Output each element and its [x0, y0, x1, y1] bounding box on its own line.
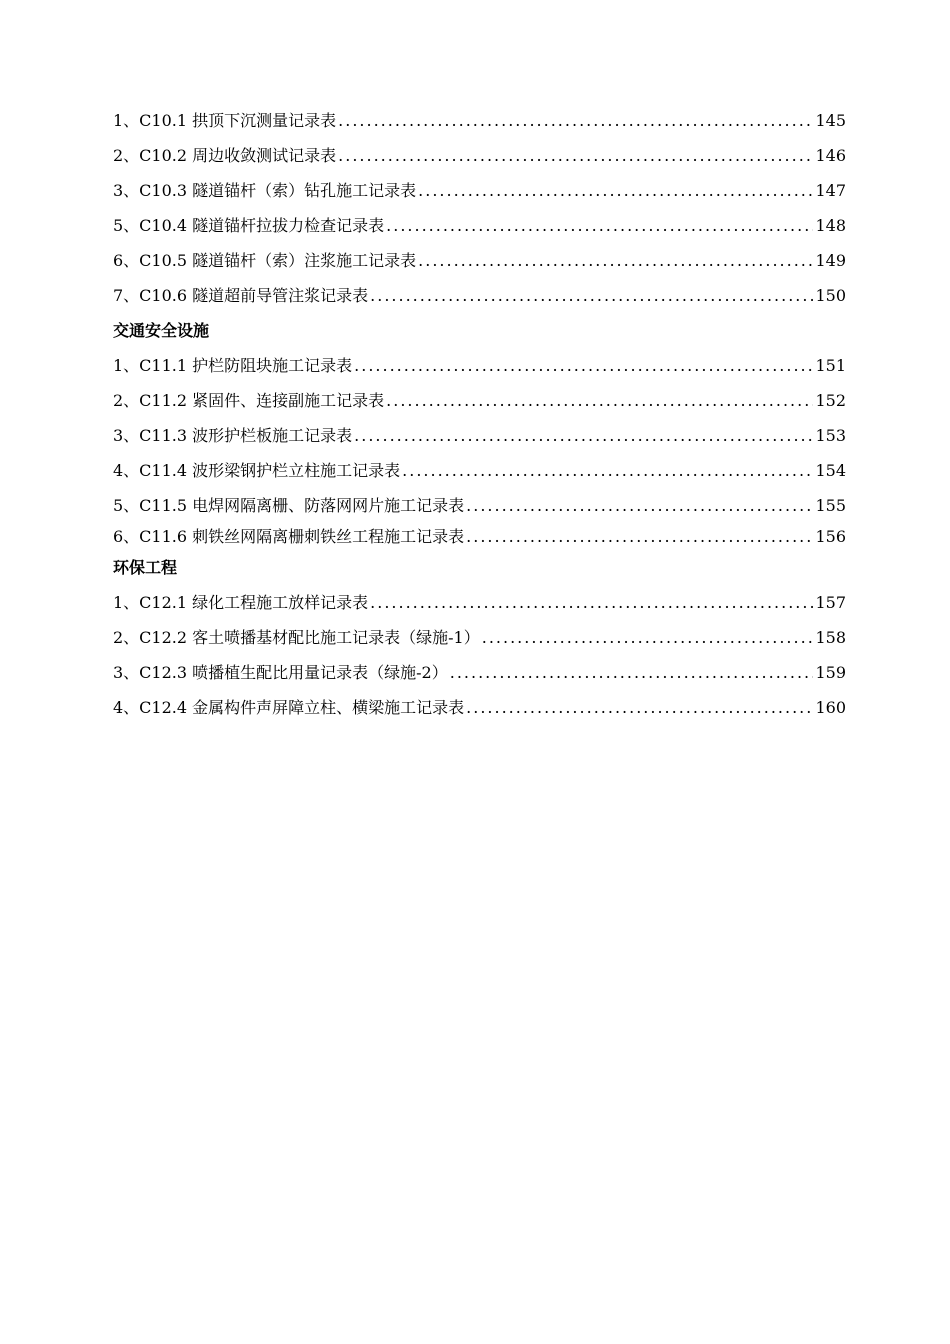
toc-entry-title: 1、C12.1 绿化工程施工放样记录表	[113, 593, 369, 612]
section-heading: 交通安全设施	[113, 321, 210, 340]
toc-dot-leader	[466, 690, 813, 725]
toc-page-number: 145	[815, 111, 846, 130]
toc-entry-title: 4、C11.4 波形梁钢护栏立柱施工记录表	[113, 461, 401, 480]
toc-page-number: 147	[815, 181, 846, 200]
toc-entry[interactable]	[113, 418, 846, 453]
toc-entry[interactable]	[113, 383, 846, 418]
toc-dot-leader	[370, 585, 813, 620]
toc-dot-leader	[418, 243, 813, 278]
toc-entry-title: 1、C11.1 护栏防阻块施工记录表	[113, 356, 353, 375]
toc-dot-leader	[370, 278, 813, 313]
toc-dot-leader	[354, 418, 813, 453]
toc-dot-leader	[482, 620, 814, 655]
toc-dot-leader	[418, 173, 813, 208]
toc-entry-title: 2、C10.2 周边收敛测试记录表	[113, 146, 337, 165]
toc-entry-title: 4、C12.4 金属构件声屏障立柱、横梁施工记录表	[113, 698, 465, 717]
toc-page-number: 157	[815, 593, 846, 612]
toc-page-number: 148	[815, 216, 846, 235]
toc-dot-leader	[338, 103, 813, 138]
toc-dot-leader	[338, 138, 813, 173]
toc-page-number: 156	[815, 527, 846, 546]
toc-page-number: 155	[815, 496, 846, 515]
toc-dot-leader	[354, 348, 813, 383]
toc-entry[interactable]	[113, 453, 846, 488]
toc-page-number: 154	[815, 461, 846, 480]
toc-dot-leader	[450, 655, 814, 690]
toc-entry-title: 5、C11.5 电焊网隔离栅、防落网网片施工记录表	[113, 496, 465, 515]
toc-entry[interactable]	[113, 655, 846, 690]
toc-entry[interactable]	[113, 523, 846, 550]
toc-page-number: 149	[815, 251, 846, 270]
toc-entry[interactable]	[113, 103, 846, 138]
toc-entry-title: 1、C10.1 拱顶下沉测量记录表	[113, 111, 337, 130]
toc-group-traffic-safety	[113, 313, 846, 550]
toc-entry[interactable]	[113, 620, 846, 655]
toc-entry[interactable]	[113, 488, 846, 523]
toc-page-number: 153	[815, 426, 846, 445]
toc-dot-leader	[402, 453, 813, 488]
toc-page-number: 151	[815, 356, 846, 375]
toc-entry-title: 3、C12.3 喷播植生配比用量记录表（绿施-2）	[113, 663, 448, 682]
toc-page-number: 160	[815, 698, 846, 717]
table-of-contents	[113, 103, 846, 725]
toc-group-tunnel	[113, 103, 846, 313]
toc-entry-title: 2、C11.2 紧固件、连接副施工记录表	[113, 391, 385, 410]
toc-entry[interactable]	[113, 278, 846, 313]
toc-entry-title: 5、C10.4 隧道锚杆拉拔力检查记录表	[113, 216, 385, 235]
toc-entry[interactable]	[113, 138, 846, 173]
toc-entry-title: 3、C10.3 隧道锚杆（索）钻孔施工记录表	[113, 181, 417, 200]
toc-entry-title: 3、C11.3 波形护栏板施工记录表	[113, 426, 353, 445]
toc-entry[interactable]	[113, 173, 846, 208]
toc-group-environmental	[113, 550, 846, 725]
section-heading: 环保工程	[113, 558, 178, 577]
toc-entry-title: 7、C10.6 隧道超前导管注浆记录表	[113, 286, 369, 305]
toc-page-number: 150	[815, 286, 846, 305]
toc-page-number: 152	[815, 391, 846, 410]
toc-entry[interactable]	[113, 208, 846, 243]
toc-page-number: 158	[815, 628, 846, 647]
toc-entry[interactable]	[113, 690, 846, 725]
toc-entry-title: 6、C11.6 刺铁丝网隔离栅刺铁丝工程施工记录表	[113, 527, 465, 546]
toc-entry[interactable]	[113, 243, 846, 278]
toc-page-number: 146	[815, 146, 846, 165]
toc-dot-leader	[466, 488, 813, 523]
toc-entry-title: 2、C12.2 客土喷播基材配比施工记录表（绿施-1）	[113, 628, 480, 647]
toc-entry[interactable]	[113, 348, 846, 383]
toc-dot-leader	[386, 383, 813, 418]
toc-entry[interactable]	[113, 585, 846, 620]
toc-dot-leader	[386, 208, 813, 243]
toc-page-number: 159	[815, 663, 846, 682]
toc-entry-title: 6、C10.5 隧道锚杆（索）注浆施工记录表	[113, 251, 417, 270]
toc-dot-leader	[466, 523, 813, 550]
